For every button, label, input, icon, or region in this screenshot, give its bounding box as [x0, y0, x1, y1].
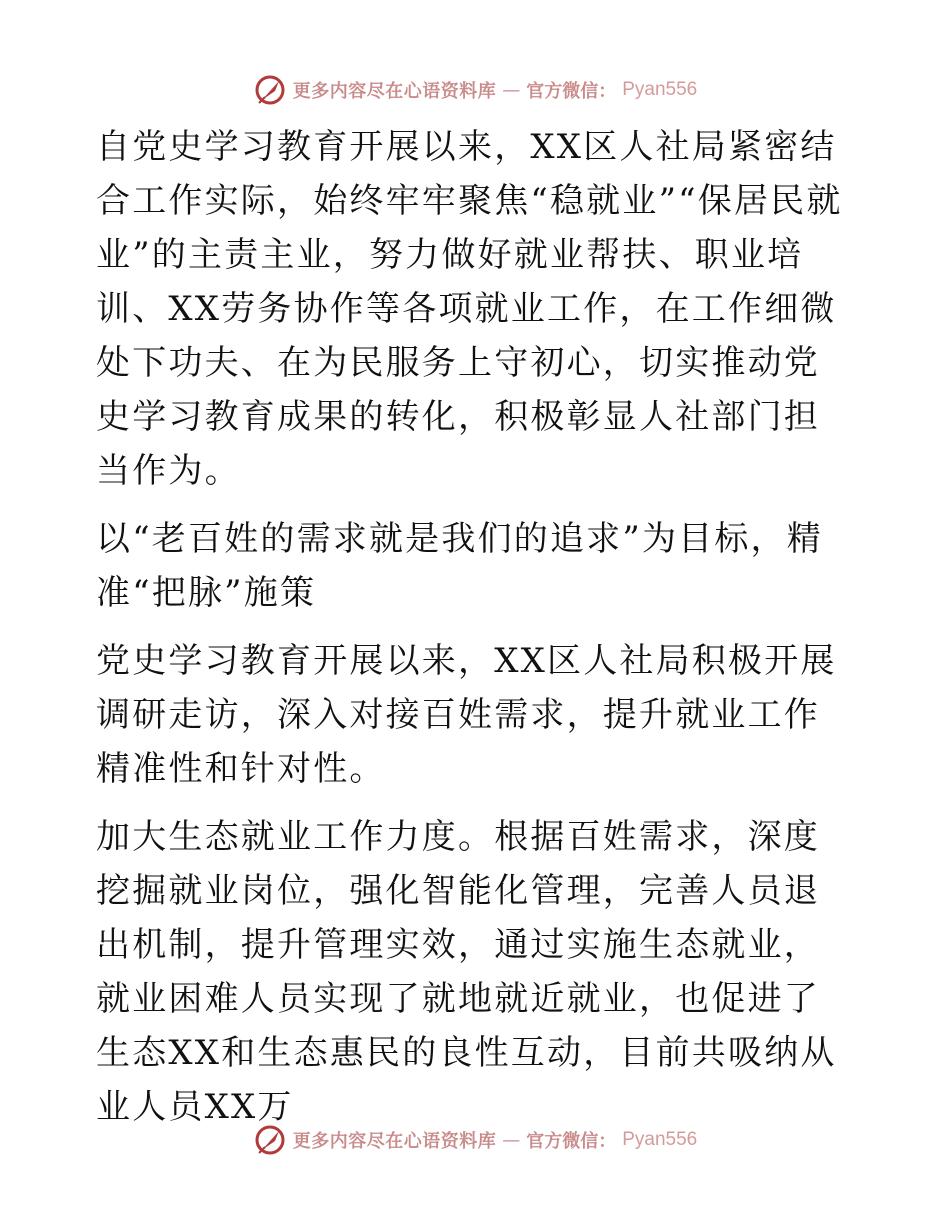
footer-watermark-banner [0, 1120, 950, 1160]
banner-wechat-label: 官方微信： [526, 81, 617, 102]
banner-text: 更多内容尽在心语资料库 [292, 81, 497, 102]
banner-dash: — [502, 79, 521, 101]
paragraph-intro: 自党史学习教育开展以来，XX区人社局紧密结合工作实际，始终牢牢聚焦“稳就业”“保居民就业”的主责主业，努力做好就业帮扶、职业培训、XX劳务协作等各项就业工作，在工作细微处下功夫、在为民服务上守初心，切实推动党史学习教育成果的转化，积极彰显人社部门担当作为。 [96, 127, 843, 491]
quill-circle-logo-icon [253, 1123, 287, 1157]
banner-text: 更多内容尽在心语资料库 [292, 1131, 497, 1152]
document-body [96, 120, 856, 1148]
banner-wechat-label: 官方微信： [526, 1131, 617, 1152]
quill-circle-logo-icon [253, 73, 287, 107]
paragraph-ecological-employment: 加大生态就业工作力度。根据百姓需求，深度挖掘就业岗位，强化智能化管理，完善人员退出机制，提升管理实效，通过实施生态就业，就业困难人员实现了就地就近就业，也促进了生态XX和生态惠民的良性互动，目前共吸纳从业人员XX万 [96, 817, 837, 1127]
banner-wechat-id: Pyan556 [622, 79, 698, 100]
header-watermark-banner [0, 70, 950, 110]
section-heading: 以“老百姓的需求就是我们的追求”为目标，精准“把脉”施策 [96, 519, 823, 613]
banner-dash: — [502, 1129, 521, 1151]
banner-wechat-id: Pyan556 [622, 1129, 698, 1150]
paragraph-research: 党史学习教育开展以来，XX区人社局积极开展调研走访，深入对接百姓需求，提升就业工作精准性和针对性。 [96, 641, 837, 789]
